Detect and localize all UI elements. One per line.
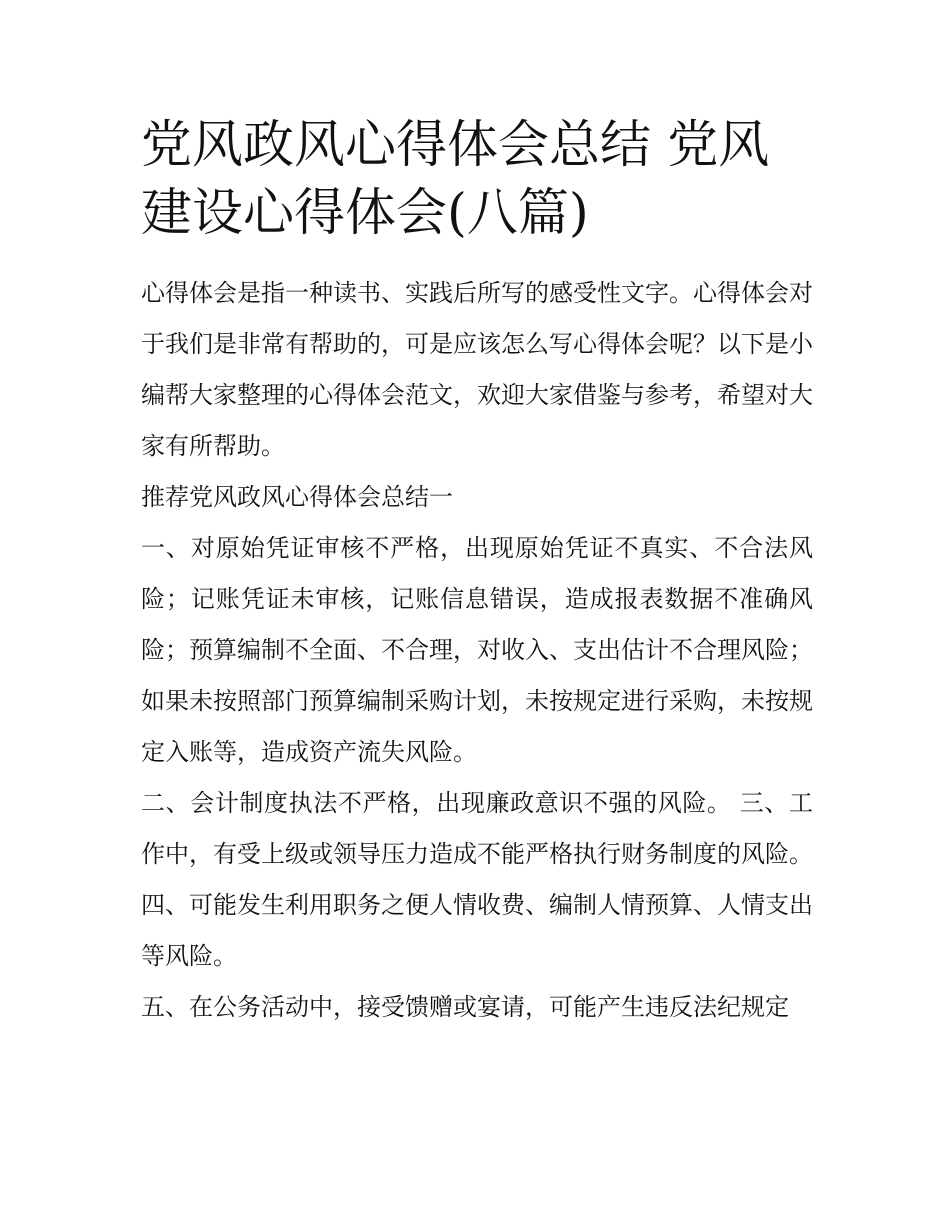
paragraph-point-five: 五、在公务活动中，接受馈赠或宴请，可能产生违反法纪规定 <box>141 993 789 1021</box>
paragraph-point-two-three: 二、会计制度执法不严格，出现廉政意识不强的风险。 三、工作中，有受上级或领导压力造成不能严格执行财务制度的风险。 <box>141 789 813 868</box>
document-title: 党风政风心得体会总结 党风建设心得体会(八篇) <box>141 116 770 243</box>
document-page <box>141 112 813 1033</box>
paragraph-heading-one: 推荐党风政风心得体会总结一 <box>141 483 453 511</box>
paragraph-point-four: 四、可能发生利用职务之便人情收费、编制人情预算、人情支出等风险。 <box>141 891 813 970</box>
paragraph-intro: 心得体会是指一种读书、实践后所写的感受性文字。心得体会对于我们是非常有帮助的，可是应该怎么写心得体会呢？以下是小编帮大家整理的心得体会范文，欢迎大家借鉴与参考，希望对大家有所帮助。 <box>141 279 813 460</box>
paragraph-point-one: 一、对原始凭证审核不严格，出现原始凭证不真实、不合法风险；记账凭证未审核，记账信息错误，造成报表数据不准确风险；预算编制不全面、不合理，对收入、支出估计不合理风险；如果未按照部门预算编制采购计划，未按规定进行采购，未按规定入账等，造成资产流失风险。 <box>141 534 813 766</box>
document-body <box>141 268 813 1033</box>
